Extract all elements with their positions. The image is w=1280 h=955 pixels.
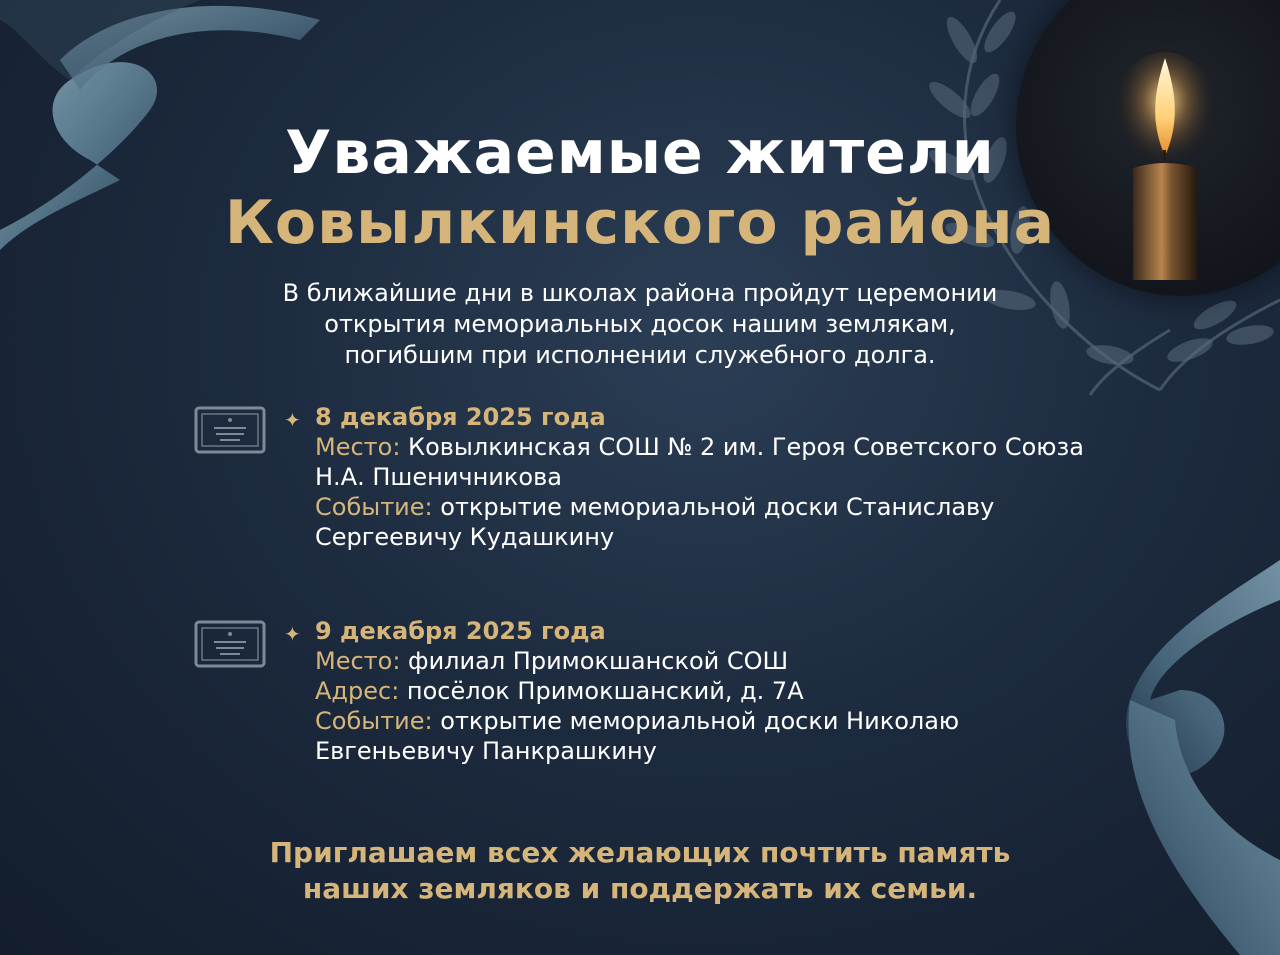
intro-line: В ближайшие дни в школах района пройдут церемонии — [282, 279, 998, 307]
event-value: открытие мемориальной доски Станиславу — [432, 493, 995, 521]
event-body — [315, 402, 1115, 552]
event-label: Событие: — [315, 493, 433, 521]
event-body — [315, 616, 1115, 766]
closing-line: Приглашаем всех желающих почтить память — [269, 836, 1011, 869]
event-place-cont: Н.А. Пшеничникова — [315, 463, 562, 491]
closing-text — [140, 835, 1140, 907]
event-value: открытие мемориальной доски Николаю — [432, 707, 960, 735]
place-label: Место: — [315, 647, 401, 675]
intro-line: открытия мемориальных досок нашим землякам, — [324, 310, 956, 338]
event-label: Событие: — [315, 707, 433, 735]
place-value: филиал Примокшанской СОШ — [400, 647, 789, 675]
event-place — [315, 432, 1115, 462]
star-bullet-icon: ✦ — [284, 408, 301, 432]
place-value: Ковылкинская СОШ № 2 им. Героя Советского Союза — [400, 433, 1084, 461]
event-description-cont: Сергеевичу Кудашкину — [315, 523, 615, 551]
event-date: 8 декабря 2025 года — [315, 403, 606, 431]
address-value: посёлок Примокшанский, д. 7А — [399, 677, 804, 705]
intro-line: погибшим при исполнении служебного долга. — [344, 341, 936, 369]
event-address — [315, 676, 1115, 706]
address-label: Адрес: — [315, 677, 400, 705]
title-line-1: Уважаемые жители — [285, 118, 995, 188]
event-place — [315, 646, 1115, 676]
place-label: Место: — [315, 433, 401, 461]
ribbon-bottom-right — [1126, 560, 1280, 955]
event-description-cont: Евгеньевичу Панкрашкину — [315, 737, 657, 765]
closing-line: наших земляков и поддержать их семьи. — [302, 872, 978, 905]
event-description — [315, 706, 1115, 736]
event-description — [315, 492, 1115, 522]
event-date: 9 декабря 2025 года — [315, 617, 606, 645]
document-icon — [194, 406, 266, 454]
title-line-2: Ковылкинского района — [224, 188, 1056, 258]
intro-text — [190, 278, 1090, 371]
document-icon — [194, 620, 266, 668]
star-bullet-icon: ✦ — [284, 622, 301, 646]
